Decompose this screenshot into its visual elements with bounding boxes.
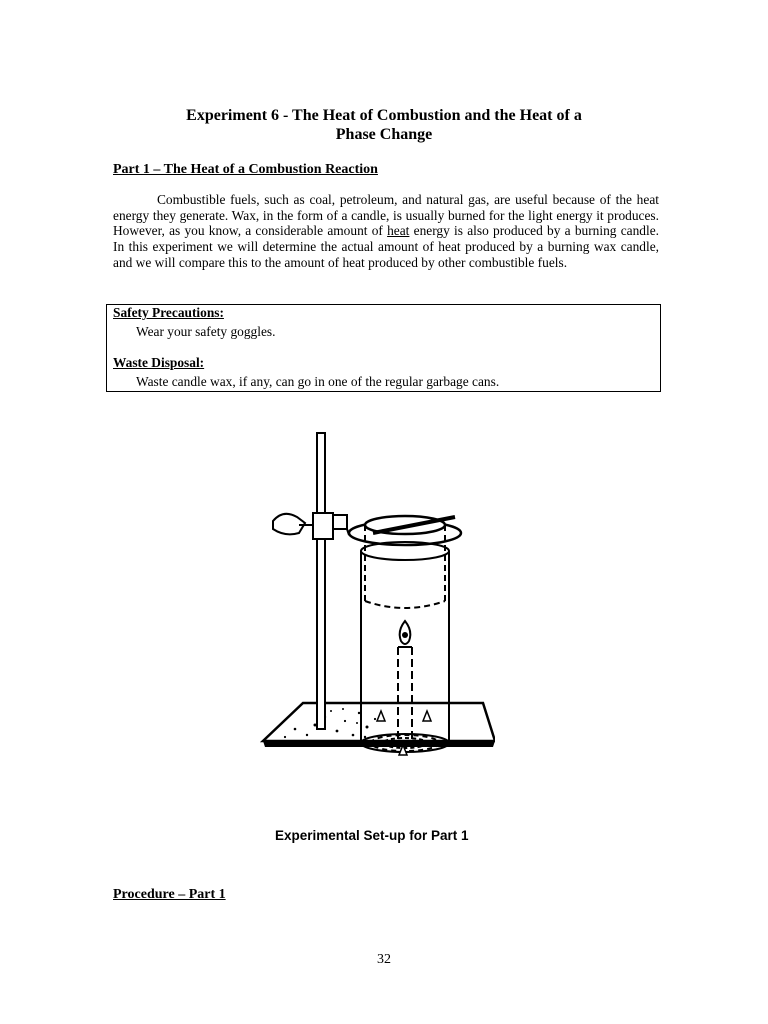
- title-line-1: Experiment 6 - The Heat of Combustion and the Heat of a: [186, 107, 582, 124]
- intro-paragraph: [113, 192, 659, 271]
- apparatus-drawing: [255, 425, 495, 805]
- safety-text: Wear your safety goggles.: [136, 324, 276, 339]
- intro-text-after: energy is also produced by a burning candle. In this experiment we will determine the actual amount of heat produced by a burning wax candle, and we will compare this to the amount of heat produced by other combustible fuels.: [113, 223, 659, 270]
- apparatus-figure: [255, 425, 495, 805]
- page-number: 32: [377, 952, 391, 967]
- safety-heading: Safety Precautions:: [113, 305, 224, 320]
- figure-caption: Experimental Set-up for Part 1: [275, 828, 469, 843]
- title-line-2: Phase Change: [335, 126, 433, 143]
- intro-text-before: Combustible fuels, such as coal, petroleum, and natural gas, are useful because of the heat energy they generate. Wax, in the form of a candle, is usually burned for the light energy it produces. However, as you know, a considerable amount of: [113, 192, 659, 239]
- waste-text: Waste candle wax, if any, can go in one of the regular garbage cans.: [136, 374, 500, 389]
- part1-heading: Part 1 – The Heat of a Combustion Reaction: [113, 162, 378, 177]
- safety-box: [106, 304, 661, 392]
- clamp-body: [313, 513, 333, 539]
- document-title: [100, 106, 668, 144]
- procedure-heading: Procedure – Part 1: [113, 887, 226, 902]
- stand-rod: [317, 433, 325, 729]
- waste-heading: Waste Disposal:: [113, 355, 205, 370]
- intro-emphasis-heat: heat: [387, 223, 410, 239]
